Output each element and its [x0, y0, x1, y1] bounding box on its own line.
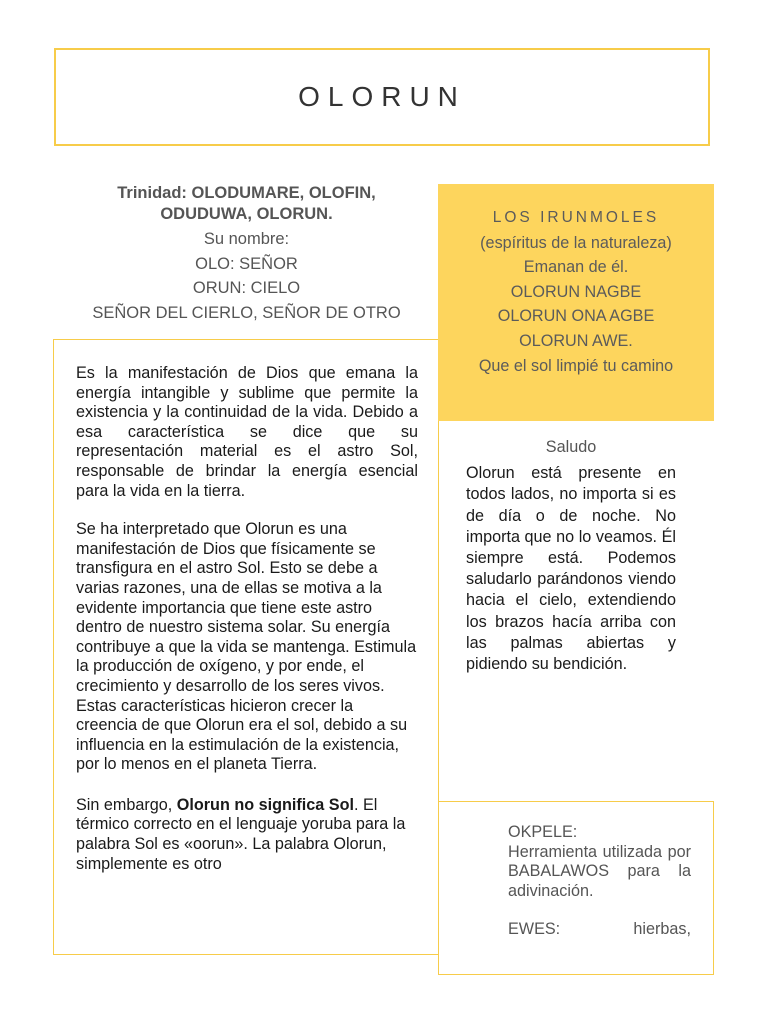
irunmoles-line: Que el sol limpié tu camino: [478, 356, 674, 375]
saludo-section: [466, 437, 676, 675]
irunmoles-line: (espíritus de la naturaleza): [480, 233, 672, 252]
intro-line: SEÑOR DEL CIERLO, SEÑOR DE OTRO: [92, 303, 401, 322]
paragraph-2: Se ha interpretado que Olorun es una manifestación de Dios que físicamente se transfigura en el astro Sol. Esto se debe a varias razones, una de ellas se motiva a la evidente importancia que tiene este astro dentro de nuestro sistema solar. Su energía contribuye a que la vida se mantenga. Estimula la producción de oxígeno, y por ende, el crecimiento y desarrollo de los seres vivos. Estas características hicieron crecer la creencia de que Olorun era el sol, debido a su influencia en la estimulación de la existencia, por lo menos en el planeta Tierra.: [76, 520, 417, 774]
description-text: [76, 364, 418, 893]
irunmoles-line: Emanan de él.: [523, 258, 629, 277]
title-box: [54, 48, 710, 146]
okpele-description: Herramienta utilizada por BABALAWOS para la adivinación.: [508, 842, 691, 900]
irunmoles-line: OLORUN ONA AGBE: [497, 307, 655, 326]
saludo-divider: [438, 421, 441, 802]
intro-line: ORUN: CIELO: [192, 279, 301, 297]
irunmoles-heading: LOS IRUNMOLES: [492, 209, 660, 226]
paragraph-3-start: Sin embargo,: [76, 795, 177, 814]
irunmoles-line: OLORUN AWE.: [519, 331, 633, 350]
okpele-term: OKPELE:: [508, 823, 578, 841]
page-title: OLORUN: [298, 81, 466, 112]
irunmoles-line: OLORUN NAGBE: [510, 282, 642, 301]
irunmoles-box: [438, 184, 714, 421]
intro-line: Su nombre:: [203, 230, 290, 248]
trinidad-heading: Trinidad: OLODUMARE, OLOFIN, ODUDUWA, OLORUN.: [117, 184, 376, 223]
okpele-definition: [508, 823, 691, 901]
saludo-title: Saludo: [545, 438, 597, 456]
intro-line: OLO: SEÑOR: [195, 254, 298, 273]
paragraph-3-end: . El térmico correcto en el lenguaje yoruba para la palabra Sol es «oorun». La palabra Olorun, simplemente es otro: [76, 795, 406, 873]
paragraph-1: Es la manifestación de Dios que emana la energía intangible y sublime que permite la existencia y la continuidad de la vida. Debido a esa característica se dice que su representación material es el astro Sol, responsable de brindar la energía esencial para la vida en la tierra.: [76, 364, 418, 500]
paragraph-3-bold: Olorun no significa Sol: [176, 795, 354, 814]
paragraph-3: [76, 796, 418, 874]
saludo-text: Olorun está presente en todos lados, no importa si es de día o de noche. No importa que no lo veamos. Él siempre está. Podemos saludarlo parándonos viendo hacia el cielo, extendiendo los brazos hacía arriba con las palmas abiertas y pidiendo su bendición.: [466, 464, 676, 674]
okpele-box: [438, 801, 714, 975]
ewes-definition: EWES: hierbas,: [508, 920, 691, 939]
description-box: [53, 339, 439, 955]
okpele-text: [508, 823, 691, 959]
intro-block: [74, 183, 419, 325]
